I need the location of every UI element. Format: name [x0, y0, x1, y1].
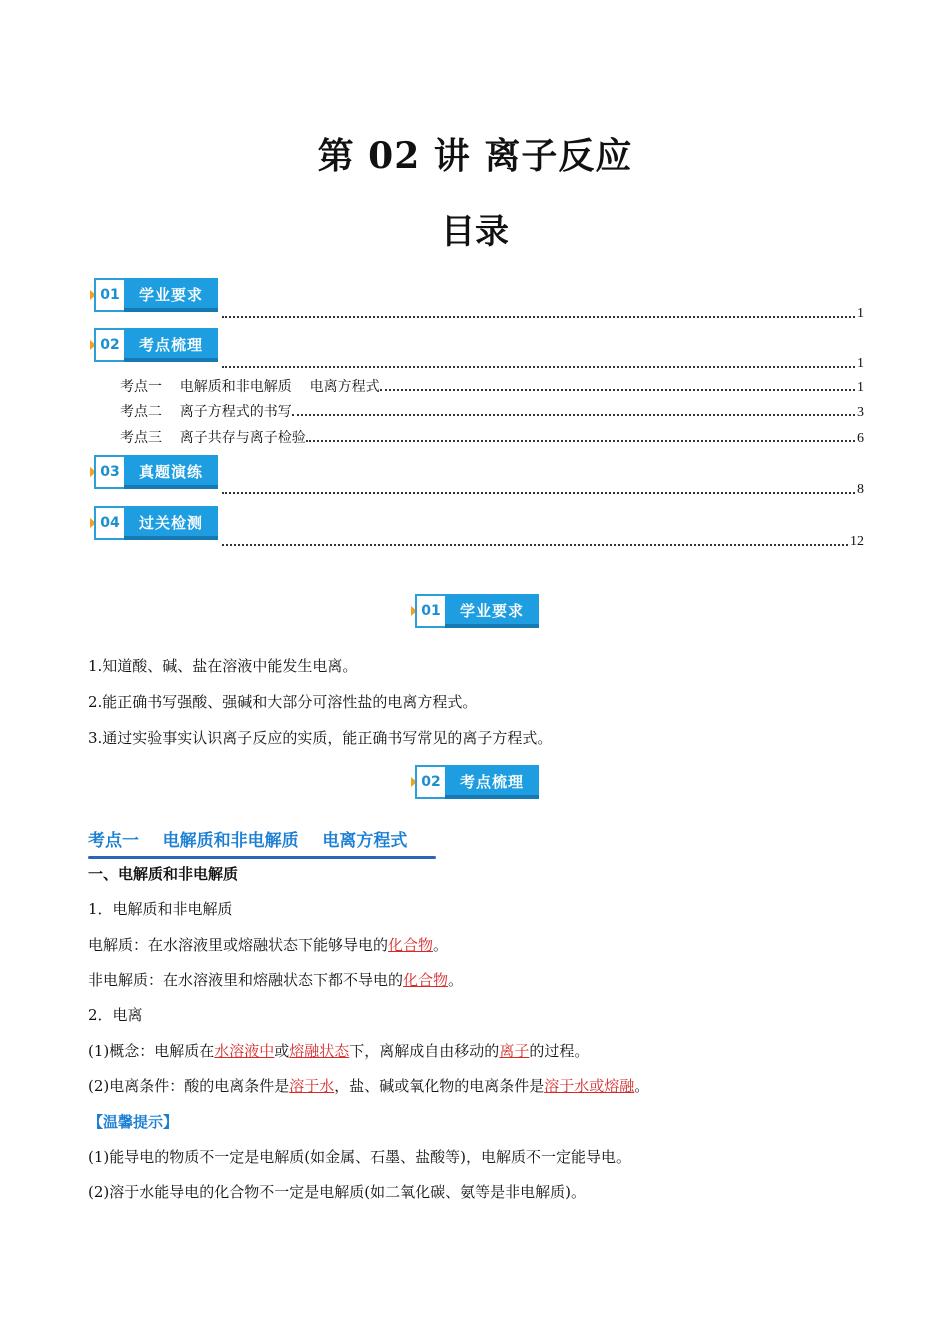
toc-page-number: 1 [857, 380, 864, 395]
section-badge-01 [411, 594, 539, 628]
tip-heading: 【温馨提示】 [88, 1113, 179, 1131]
badge-label: 考点梳理 [124, 328, 218, 362]
requirement-1: 1.知道酸、碱、盐在溶液中能发生电离。 [88, 657, 358, 675]
definition-nonelectrolyte: 非电解质：在水溶液里和熔融状态下都不导电的化合物。 [88, 971, 464, 989]
requirement-2: 2.能正确书写强酸、强碱和大部分可溶性盐的电离方程式。 [88, 693, 478, 711]
toc-sub-text: 考点三 离子共存与离子检验 [120, 430, 306, 446]
badge-number: 02 [415, 765, 445, 799]
toc-badge-01[interactable] [90, 278, 218, 312]
toc-sub-text: 考点二 离子方程式的书写 [120, 404, 292, 420]
toc-entry-3[interactable] [222, 480, 864, 498]
toc-page-number: 1 [857, 356, 864, 371]
badge-number: 03 [94, 455, 124, 489]
answer-blank: 化合物 [388, 936, 434, 954]
badge-number: 01 [415, 594, 445, 628]
answer-blank: 溶于水或熔融 [544, 1077, 635, 1095]
badge-label: 真题演练 [124, 455, 218, 489]
definition-electrolyte: 电解质：在水溶液里或熔融状态下能够导电的化合物。 [88, 936, 449, 954]
toc-page-number: 1 [857, 306, 864, 321]
item-heading-2: 2．电离 [88, 1006, 143, 1024]
toc-sub-entry-2[interactable] [120, 401, 864, 421]
toc-page-number: 3 [857, 405, 864, 420]
badge-number: 01 [94, 278, 124, 312]
badge-label: 考点梳理 [445, 765, 539, 799]
toc-badge-04[interactable] [90, 506, 218, 540]
toc-badge-03[interactable] [90, 455, 218, 489]
answer-blank: 溶于水 [289, 1077, 335, 1095]
badge-label: 学业要求 [124, 278, 218, 312]
badge-label: 过关检测 [124, 506, 218, 540]
requirement-3: 3.通过实验事实认识离子反应的实质，能正确书写常见的离子方程式。 [88, 729, 553, 747]
toc-sub-text: 考点一 电解质和非电解质 电离方程式 [120, 379, 380, 395]
toc-badge-02[interactable] [90, 328, 218, 362]
toc-entry-1[interactable] [222, 304, 864, 322]
ionization-condition: (2)电离条件：酸的电离条件是溶于水，盐、碱或氧化物的电离条件是溶于水或熔融。 [88, 1077, 650, 1095]
page-title: 第 02 讲 离子反应 [317, 135, 633, 177]
item-heading-1: 1．电解质和非电解质 [88, 900, 233, 918]
answer-blank: 水溶液中 [214, 1042, 275, 1060]
toc-page-number: 8 [857, 482, 864, 497]
badge-label: 学业要求 [445, 594, 539, 628]
toc-page-number: 6 [857, 431, 864, 446]
answer-blank: 化合物 [403, 971, 449, 989]
tip-1: (1)能导电的物质不一定是电解质(如金属、石墨、盐酸等)，电解质不一定能导电。 [88, 1148, 631, 1166]
section-underline [88, 856, 436, 859]
toc-page-number: 12 [850, 534, 864, 549]
section-heading: 考点一 电解质和非电解质 电离方程式 [88, 831, 408, 851]
subsection-heading: 一、电解质和非电解质 [88, 865, 239, 883]
section-badge-02 [411, 765, 539, 799]
answer-blank: 离子 [499, 1042, 530, 1060]
toc-sub-entry-3[interactable] [120, 427, 864, 447]
badge-number: 04 [94, 506, 124, 540]
badge-number: 02 [94, 328, 124, 362]
answer-blank: 熔融状态 [289, 1042, 350, 1060]
toc-sub-entry-1[interactable] [120, 376, 864, 396]
toc-title: 目录 [441, 212, 509, 252]
toc-entry-2[interactable] [222, 354, 864, 372]
tip-2: (2)溶于水能导电的化合物不一定是电解质(如二氧化碳、氨等是非电解质)。 [88, 1183, 586, 1201]
toc-entry-4[interactable] [222, 532, 864, 550]
ionization-concept: (1)概念：电解质在水溶液中或熔融状态下，离解成自由移动的离子的过程。 [88, 1042, 590, 1060]
